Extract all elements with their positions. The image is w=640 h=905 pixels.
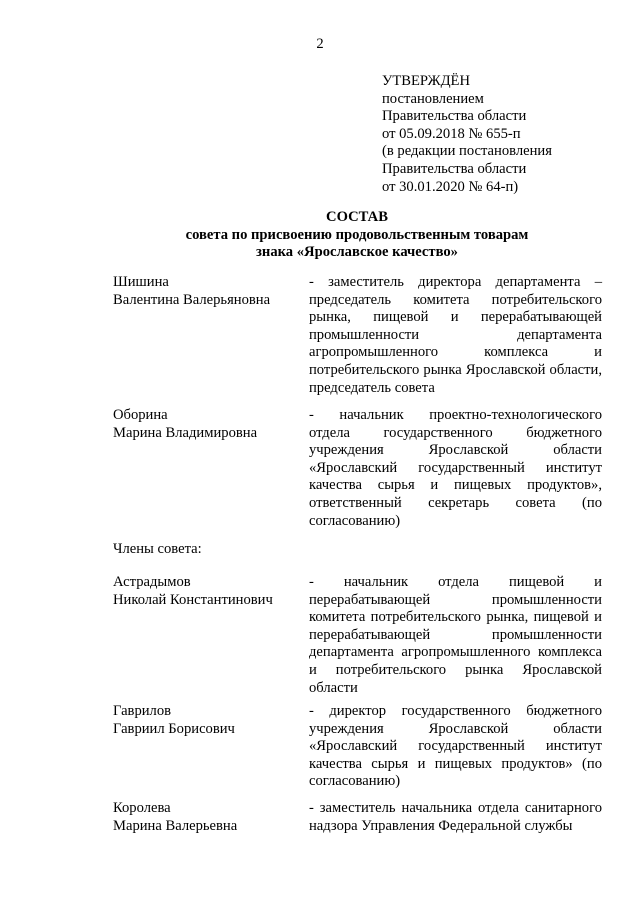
- page-number: 2: [316, 36, 324, 52]
- member-name: [113, 703, 303, 738]
- approval-line: от 30.01.2020 № 64-п): [382, 178, 519, 195]
- member-role: - начальник проектно-технологического отдела государственного бюджетного учреждения Ярославской области «Ярославский государственный институт качества сырья и пищевых продуктов», ответственный секретарь совета (по согласованию): [309, 407, 602, 529]
- member-given-name: Марина Владимировна: [113, 424, 258, 441]
- member-role: - начальник отдела пищевой и перерабатывающей промышленности комитета потребительского рынка, пищевой и перерабатывающей промышленности департамента агропромышленного комплекса и потребительского рынка Ярославской области: [309, 574, 602, 696]
- member-surname: Оборина: [113, 407, 168, 423]
- member-name: [113, 274, 303, 309]
- member-surname: Астрадымов: [113, 574, 191, 590]
- member-given-name: Гавриил Борисович: [113, 720, 235, 737]
- title-line: СОСТАВ: [326, 209, 388, 225]
- member-name: [113, 407, 303, 442]
- approval-line: Правительства области: [382, 108, 527, 125]
- document-title: [113, 209, 601, 262]
- member-role: - заместитель директора департамента – председатель комитета потребительского рынка, пищевой и перерабатывающей промышленности департамента агропромышленного комплекса и потребительского рынка Ярославской области, председатель совета: [309, 274, 602, 396]
- member-name: [113, 574, 303, 609]
- approval-line: от 05.09.2018 № 655-п: [382, 125, 521, 142]
- member-given-name: Марина Валерьевна: [113, 817, 238, 834]
- title-line: совета по присвоению продовольственным товарам: [185, 226, 529, 243]
- member-surname: Шишина: [113, 274, 169, 290]
- approval-stamp: [382, 73, 632, 196]
- member-surname: Королева: [113, 800, 171, 816]
- approval-line: Правительства области: [382, 160, 527, 177]
- member-given-name: Николай Константинович: [113, 591, 273, 608]
- member-given-name: Валентина Валерьяновна: [113, 291, 271, 308]
- title-line: знака «Ярославское качество»: [256, 244, 458, 261]
- member-surname: Гаврилов: [113, 703, 172, 719]
- approval-line: постановлением: [382, 90, 484, 107]
- member-name: [113, 800, 303, 835]
- member-role: - директор государственного бюджетного учреждения Ярославской области «Ярославский государственный институт качества сырья и пищевых продуктов» (по согласованию): [309, 703, 602, 790]
- approval-line: УТВЕРЖДЁН: [382, 73, 470, 89]
- approval-line: (в редакции постановления: [382, 143, 552, 160]
- council-members-label: Члены совета:: [113, 541, 202, 557]
- member-role: - заместитель начальника отдела санитарного надзора Управления Федеральной службы: [309, 800, 602, 834]
